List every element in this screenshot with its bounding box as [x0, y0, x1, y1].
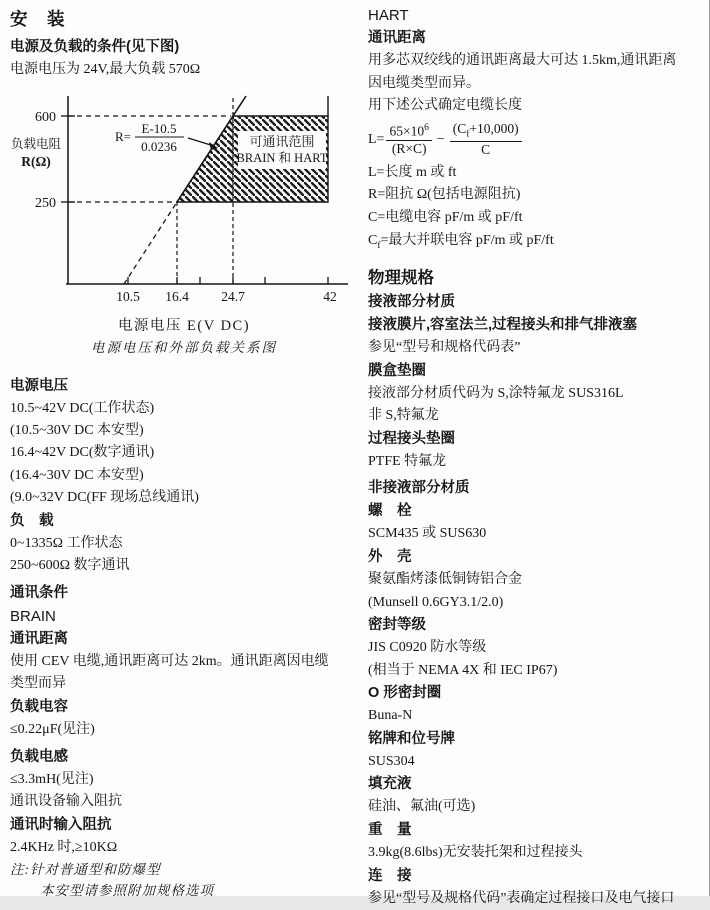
formula-var-line: R=阻抗 Ω(包括电源阻抗) [368, 187, 521, 203]
brain-distance-heading: 通讯距离 [10, 630, 68, 647]
bolt-value: SCM435 或 SUS630 [368, 526, 487, 542]
supply-line: (10.5~30V DC 本安型) [10, 423, 144, 438]
capsule-gasket-line: 接液部分材质代码为 S,涂特氟龙 SUS316L [368, 385, 624, 401]
hart-distance-line: 因电缆类型而异。 [368, 75, 480, 91]
housing-line: (Munsell 0.6GY3.1/2.0) [368, 594, 504, 610]
degree-of-protection-heading: 密封等级 [368, 617, 426, 634]
chart-formula-lhs: R= [114, 128, 131, 144]
degree-of-protection-line: (相当于 NEMA 4X 和 IEC IP67) [368, 662, 558, 678]
wetted-parts-heading: 接液部分材质 [368, 293, 455, 310]
left-column [10, 6, 358, 901]
formula-operator: − [436, 131, 445, 147]
formula-fraction-2 [450, 121, 522, 158]
chart-x-axis-label: 电源电压 E(V DC) [117, 317, 251, 334]
right-column [368, 4, 704, 910]
nonwetted-parts-heading: 非接液部分材质 [368, 480, 470, 497]
voltage-load-chart-wrap [10, 84, 358, 359]
load-heading: 负 载 [10, 512, 54, 529]
x-tick-label: 42 [323, 288, 337, 304]
load-capacitance-value: ≤0.22μF(见注) [10, 722, 95, 737]
var-description: =最大并联电容 pF/m 或 pF/ft [380, 232, 554, 248]
name-plate-heading: 铭牌和位号牌 [368, 730, 455, 747]
fraction-denominator: C [481, 142, 491, 158]
fraction-numerator: 65×10 [389, 123, 425, 139]
connections-heading: 连 接 [368, 867, 412, 884]
note-line: 注:针对普通型和防爆型 [10, 862, 161, 878]
region-label-line2: BRAIN 和 HART [236, 150, 328, 165]
housing-heading: 外 壳 [368, 548, 412, 565]
voltage-load-chart [10, 84, 358, 310]
hart-label: HART [368, 7, 409, 24]
fraction-denominator: (R×C) [391, 140, 427, 156]
supply-line: 10.5~42V DC(工作状态) [10, 400, 155, 416]
chart-formula-den: 0.0236 [141, 138, 177, 154]
formula-var-line: L=长度 m 或 ft [368, 164, 457, 180]
supply-line: 16.4~42V DC(数字通讯) [10, 445, 155, 461]
y-tick-label-250: 250 [35, 195, 56, 211]
brain-distance-line: 使用 CEV 电缆,通讯距离可达 2km。通讯距离因电缆 [10, 653, 329, 669]
capsule-gasket-line: 非 S,特氟龙 [368, 408, 439, 424]
fill-fluid-heading: 填充液 [368, 776, 412, 793]
comm-equipment-impedance-label: 通讯设备输入阻抗 [10, 794, 122, 810]
power-load-condition-text: 电源电压为 24V,最大负载 570Ω [10, 62, 201, 77]
var-symbol: C [368, 232, 378, 248]
load-capacitance-heading: 负载电容 [10, 699, 68, 715]
x-tick-label: 10.5 [116, 288, 140, 304]
x-tick-label: 24.7 [221, 288, 245, 304]
region-label-line1: 可通讯范围 [249, 133, 315, 149]
weight-value: 3.9kg(8.6lbs)无安装托架和过程接头 [368, 845, 583, 861]
connections-value: 参见“型号及规格代码”表确定过程接口及电气接口 [368, 890, 675, 906]
section-title-installation: 安 装 [10, 9, 66, 29]
chart-formula-num: E-10.5 [141, 120, 177, 136]
note-line: 本安型请参照附加规格选项 [40, 883, 214, 899]
cable-length-formula [368, 118, 704, 162]
bolt-heading: 螺 栓 [368, 503, 412, 520]
capsule-gasket-heading: 膜盒垫圈 [368, 362, 426, 379]
name-plate-value: SUS304 [368, 753, 415, 769]
degree-of-protection-line: JIS C0920 防水等级 [368, 640, 487, 656]
chart-caption: 电源电压和外部负载关系图 [91, 339, 277, 355]
supply-voltage-heading: 电源电压 [10, 377, 68, 394]
process-connector-gasket-value: PTFE 特氟龙 [368, 453, 447, 469]
housing-line: 聚氨酯烤漆低铜铸铝合金 [368, 571, 522, 587]
load-inductance-value: ≤3.3mH(见注) [10, 771, 94, 787]
brain-label: BRAIN [10, 607, 56, 625]
supply-line: (9.0~32V DC(FF 现场总线通讯) [10, 490, 199, 506]
y-axis-label-unit: R(Ω) [21, 153, 51, 169]
formula-lhs: L= [368, 131, 385, 147]
hart-distance-heading: 通讯距离 [368, 30, 426, 46]
load-line: 0~1335Ω 工作状态 [10, 535, 123, 551]
comm-conditions-heading: 通讯条件 [10, 584, 68, 601]
subscript: f [377, 240, 381, 251]
exponent: 6 [424, 122, 429, 133]
y-axis-label: 负载电阻 [10, 136, 62, 151]
load-line: 250~600Ω 数字通讯 [10, 558, 130, 574]
y-tick-label-600: 600 [35, 109, 56, 125]
power-load-condition-heading: 电源及负载的条件(见下图) [10, 39, 180, 55]
load-inductance-heading: 负载电感 [10, 748, 68, 765]
comm-input-impedance-value: 2.4KHz 时,≥10KΩ [10, 839, 118, 855]
hart-distance-line: 用下述公式确定电缆长度 [368, 98, 522, 114]
fill-fluid-value: 硅油、氟油(可选) [368, 799, 476, 815]
wetted-parts-subheading: 接液膜片,容室法兰,过程接头和排气排液塞 [368, 316, 638, 333]
formula-fraction-1 [386, 123, 431, 157]
o-ring-heading: O 形密封圈 [368, 685, 442, 702]
process-connector-gasket-heading: 过程接头垫圈 [368, 430, 455, 447]
wetted-parts-ref: 参见“型号和规格代码表” [368, 339, 521, 355]
subscript: f [466, 129, 470, 140]
formula-var-line: C=电缆电容 pF/m 或 pF/ft [368, 209, 523, 225]
comm-input-impedance-heading: 通讯时输入阻抗 [10, 816, 112, 833]
brain-distance-line: 类型而异 [10, 676, 66, 692]
o-ring-value: Buna-N [368, 708, 413, 724]
section-title-physical-specs: 物理规格 [368, 268, 434, 287]
weight-heading: 重 量 [368, 822, 412, 839]
supply-line: (16.4~30V DC 本安型) [10, 467, 144, 483]
boundary-line-dashed [124, 202, 177, 284]
x-tick-label: 16.4 [165, 288, 189, 304]
formula-var-line-cf [368, 230, 704, 257]
fraction-numerator: (C [452, 121, 467, 137]
fraction-numerator: +10,000) [469, 121, 519, 137]
hart-distance-line: 用多芯双绞线的通讯距离最大可达 1.5km,通讯距离 [368, 53, 677, 68]
